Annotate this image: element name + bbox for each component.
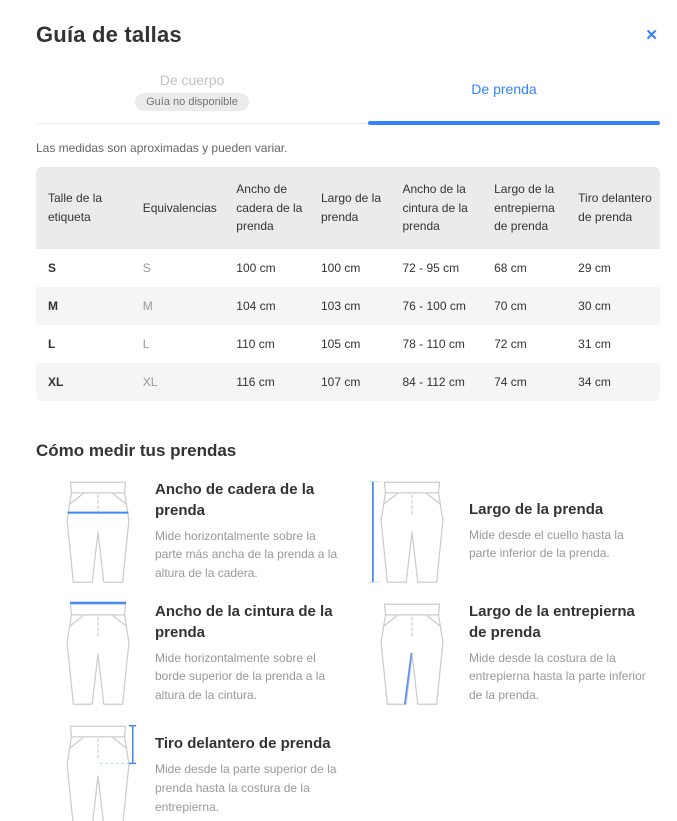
table-row (36, 249, 660, 287)
cell-equivalencia: XL (142, 374, 158, 389)
tab-de-prenda[interactable] (348, 72, 660, 123)
how-item-description: Mide desde la parte superior de la prenda hasta la costura de la entrepierna. (155, 762, 337, 814)
how-to-measure-heading: Cómo medir tus prendas (36, 440, 237, 460)
cell-largo: 107 cm (320, 374, 361, 389)
guide-unavailable-badge: Guía no disponible (135, 93, 249, 111)
how-item-title: Tiro delantero de prenda (155, 735, 331, 753)
cell-entrepierna: 72 cm (494, 336, 527, 351)
how-item-tiro (36, 718, 346, 821)
cell-size: M (48, 298, 58, 313)
how-to-measure-grid (36, 474, 660, 821)
how-item-description: Mide desde la costura de la entrepierna hasta la parte inferior de la prenda. (469, 650, 646, 703)
table-row (36, 363, 660, 401)
cell-largo: 105 cm (320, 336, 361, 351)
cell-entrepierna: 68 cm (494, 260, 527, 275)
tab-de-prenda-label: De prenda (471, 81, 537, 97)
pants-inseam-icon (368, 596, 456, 710)
pants-hip-width-icon (54, 474, 142, 588)
tab-de-cuerpo-label: De cuerpo (159, 72, 225, 88)
tab-de-cuerpo[interactable] (36, 72, 348, 123)
pants-length-icon (368, 474, 456, 588)
cell-ancho-cadera: 110 cm (236, 336, 275, 351)
how-item-ancho-cadera (36, 474, 346, 588)
col-header-largo: Largo de la prenda (313, 167, 394, 249)
modal-header (36, 22, 660, 48)
tab-bar (36, 72, 660, 124)
cell-equivalencia: L (142, 336, 150, 351)
cell-tiro: 29 cm (578, 260, 611, 275)
cell-ancho-cadera: 100 cm (236, 260, 276, 275)
cell-ancho-cintura: 72 - 95 cm (402, 260, 460, 275)
cell-ancho-cintura: 84 - 112 cm (402, 374, 465, 389)
how-item-description: Mide horizontalmente sobre el borde superior de la prenda a la altura de la cintura. (155, 650, 326, 703)
how-item-description: Mide horizontalmente sobre la parte más ancha de la prenda a la altura de la cadera. (155, 528, 338, 581)
col-header-talle: Talle de la etiqueta (36, 167, 135, 249)
cell-size: L (48, 336, 56, 351)
table-row (36, 325, 660, 363)
cell-size: S (48, 260, 57, 275)
col-header-entrepierna: Largo de la entrepierna de prenda (486, 167, 570, 249)
active-tab-underline (368, 121, 660, 125)
measurements-note: Las medidas son aproximadas y pueden variar. (36, 141, 288, 155)
col-header-equivalencias: Equivalencias (135, 167, 229, 249)
how-item-title: Largo de la prenda (469, 500, 604, 518)
how-item-description: Mide desde el cuello hasta la parte inferior de la prenda. (469, 527, 624, 561)
cell-ancho-cintura: 78 - 110 cm (402, 336, 465, 351)
pants-waist-width-icon (54, 596, 142, 710)
cell-equivalencia: S (142, 260, 151, 275)
cell-entrepierna: 74 cm (494, 374, 527, 389)
cell-tiro: 31 cm (578, 336, 611, 351)
how-item-title: Largo de la entrepierna de prenda (469, 602, 635, 641)
col-header-tiro: Tiro delantero de prenda (570, 167, 660, 249)
col-header-ancho-cintura: Ancho de la cintura de la prenda (394, 167, 486, 249)
col-header-ancho-cadera: Ancho de cadera de la prenda (228, 167, 313, 249)
cell-size: XL (48, 374, 64, 389)
cell-tiro: 34 cm (578, 374, 611, 389)
how-item-title: Ancho de la cintura de la prenda (155, 602, 333, 641)
cell-entrepierna: 70 cm (494, 298, 527, 313)
pants-front-rise-icon (54, 718, 142, 821)
close-icon[interactable]: ✕ (645, 27, 658, 44)
how-item-entrepierna (350, 596, 660, 710)
cell-largo: 103 cm (320, 298, 361, 313)
table-header-row (36, 167, 660, 249)
cell-tiro: 30 cm (578, 298, 611, 313)
cell-ancho-cadera: 104 cm (236, 298, 276, 313)
table-row (36, 287, 660, 325)
how-item-title: Ancho de cadera de la prenda (155, 480, 315, 519)
cell-equivalencia: M (142, 298, 153, 313)
how-item-largo (350, 474, 660, 588)
cell-largo: 100 cm (320, 260, 361, 275)
cell-ancho-cintura: 76 - 100 cm (402, 298, 466, 313)
page-title: Guía de tallas (36, 22, 182, 47)
size-table (36, 167, 660, 401)
cell-ancho-cadera: 116 cm (236, 374, 275, 389)
how-item-ancho-cintura (36, 596, 346, 710)
